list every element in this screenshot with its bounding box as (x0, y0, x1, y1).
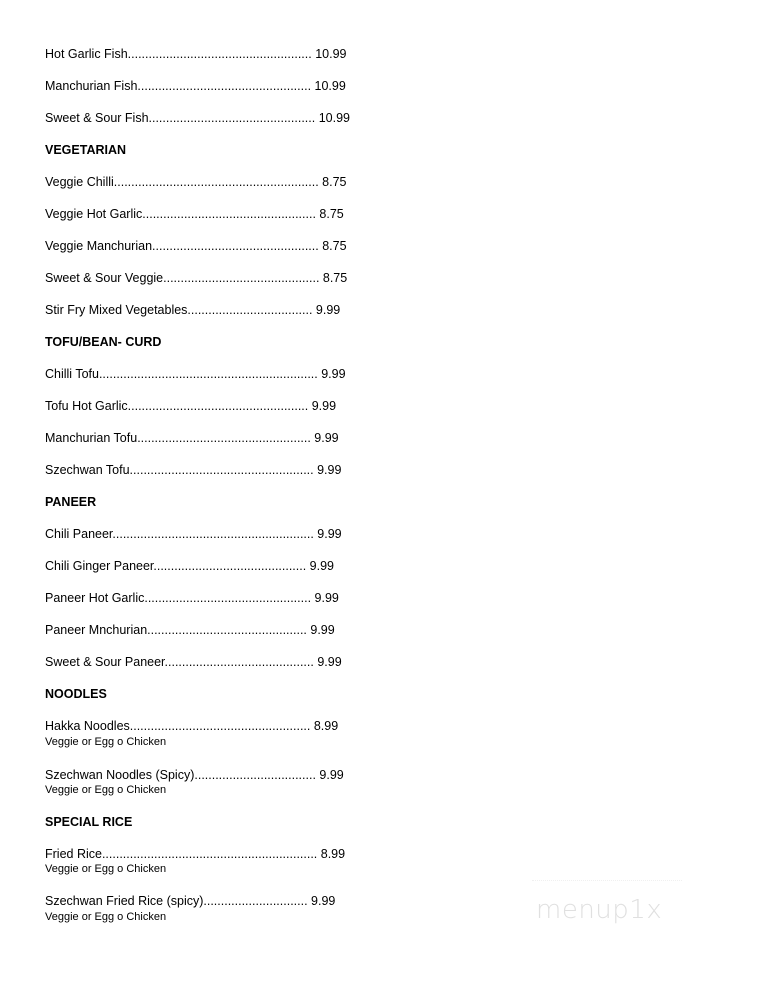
menu-item-veggie-chilli: Veggie Chilli........................................................... 8.75 (45, 175, 347, 189)
menu-item-option-note: Veggie or Egg o Chicken (45, 736, 167, 748)
menu-item-manchurian-fish: Manchurian Fish.................................................. 10.99 (45, 79, 346, 93)
section-heading-special-rice: SPECIAL RICE (45, 815, 133, 829)
menu-item-option-note: Veggie or Egg o Chicken (45, 911, 167, 923)
menu-item-veggie-hot-garlic: Veggie Hot Garlic.................................................. 8.75 (45, 207, 344, 221)
menu-item-sweet-sour-paneer: Sweet & Sour Paneer........................................... 9.99 (45, 655, 342, 669)
section-heading-vegetarian: VEGETARIAN (45, 143, 127, 157)
menu-item-szechwan-noodles: Szechwan Noodles (Spicy)................................... 9.99 (45, 768, 344, 782)
menu-item-stir-fry-mixed-vegetables: Stir Fry Mixed Vegetables.................................... 9.99 (45, 303, 341, 317)
section-heading-tofu: TOFU/BEAN- CURD (45, 335, 162, 349)
menu-item-option-note: Veggie or Egg o Chicken (45, 863, 167, 875)
menu-item-tofu-hot-garlic: Tofu Hot Garlic.................................................... 9.99 (45, 399, 337, 413)
menu-item-chilli-tofu: Chilli Tofu............................................................... 9.99 (45, 367, 346, 381)
menu-item-paneer-mnchurian: Paneer Mnchurian.............................................. 9.99 (45, 623, 335, 637)
menu-item-veggie-manchurian: Veggie Manchurian................................................ 8.75 (45, 239, 347, 253)
menu-item-sweet-sour-fish: Sweet & Sour Fish................................................ 10.99 (45, 111, 350, 125)
menu-item-fried-rice: Fried Rice.............................................................. 8.99 (45, 847, 346, 861)
menu-item-manchurian-tofu: Manchurian Tofu.................................................. 9.99 (45, 431, 339, 445)
section-heading-noodles: NOODLES (45, 687, 107, 701)
menu-item-hakka-noodles: Hakka Noodles.................................................... 8.99 (45, 719, 339, 733)
menu-item-paneer-hot-garlic: Paneer Hot Garlic................................................ 9.99 (45, 591, 339, 605)
watermark-logo: menup1x (536, 895, 663, 925)
menu-item-chili-paneer: Chili Paneer.......................................................... 9.99 (45, 527, 342, 541)
menu-item-szechwan-tofu: Szechwan Tofu..................................................... 9.99 (45, 463, 342, 477)
menu-item-sweet-sour-veggie: Sweet & Sour Veggie............................................. 8.75 (45, 271, 348, 285)
watermark-rule (532, 880, 682, 887)
menu-item-hot-garlic-fish: Hot Garlic Fish..................................................... 10.99 (45, 47, 347, 61)
menu-item-szechwan-fried-rice: Szechwan Fried Rice (spicy).............................. 9.99 (45, 894, 336, 908)
menu-item-chili-ginger-paneer: Chili Ginger Paneer............................................ 9.99 (45, 559, 335, 573)
menu-item-option-note: Veggie or Egg o Chicken (45, 784, 167, 796)
section-heading-paneer: PANEER (45, 495, 97, 509)
